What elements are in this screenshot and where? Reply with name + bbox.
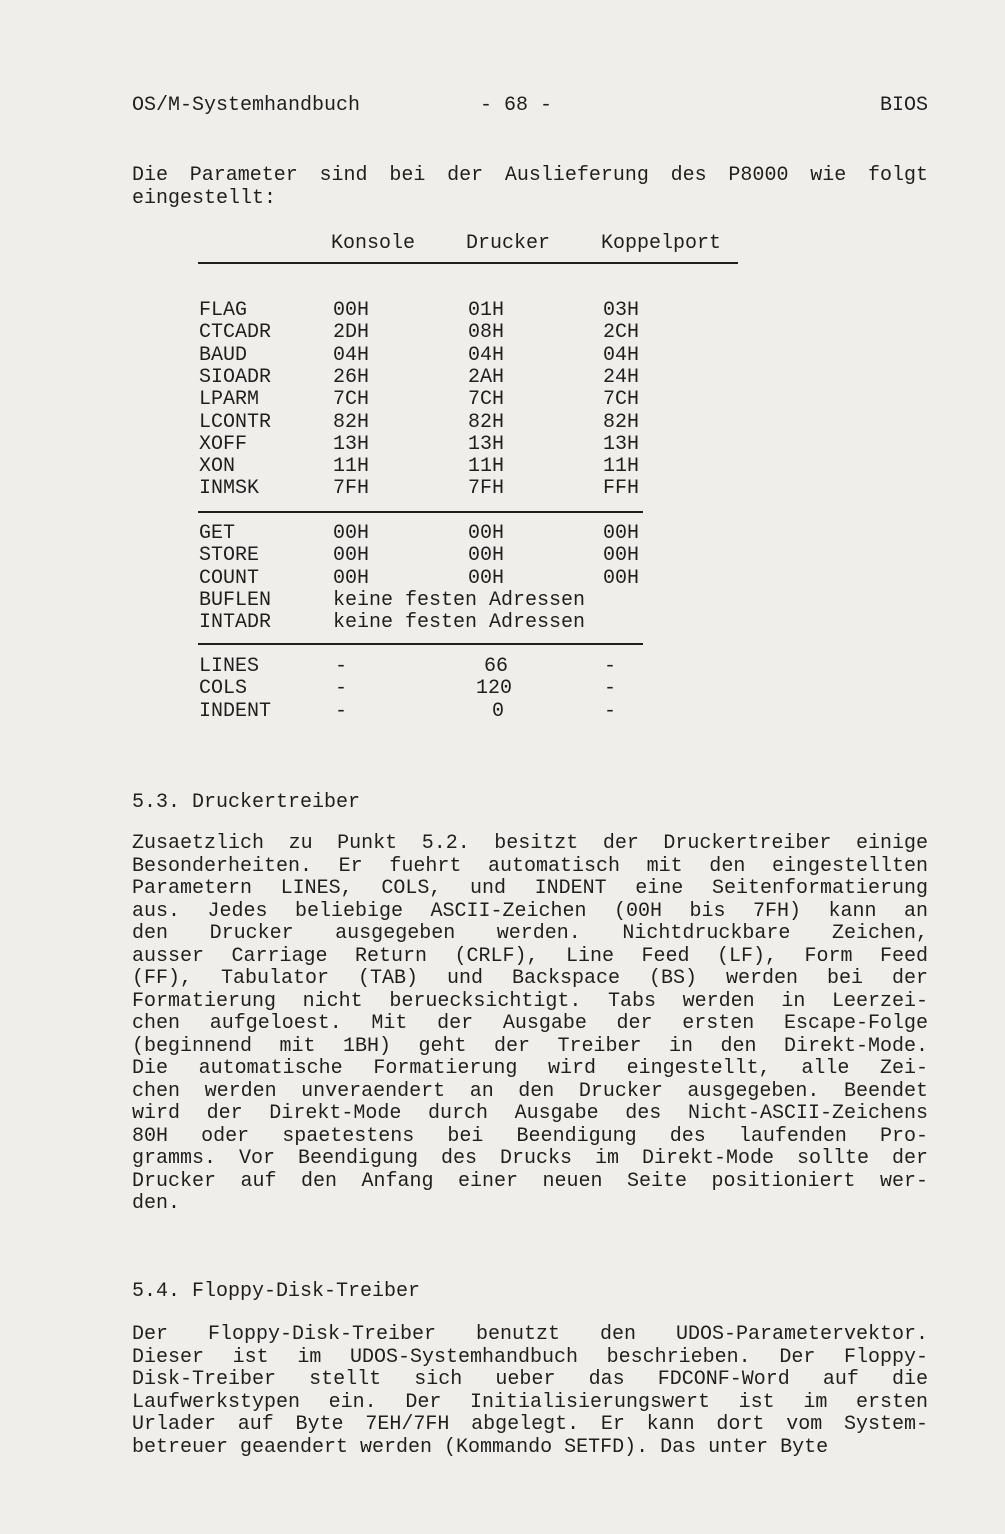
param-value-koppelport: - [604,699,617,723]
param-value-konsole: 11H [333,455,370,479]
paragraph-line: Drucker auf den Anfang einer neuen Seite positioniert wer- [132,1170,928,1193]
param-name: XOFF [199,432,248,456]
param-name: LCONTR [199,410,272,434]
param-value-konsole: - [335,699,348,723]
param-value-koppelport: 24H [603,365,640,389]
param-value-drucker: 00H [468,544,505,568]
param-name: COUNT [199,566,260,590]
param-value-konsole: 00H [333,522,370,545]
param-value-konsole: - [335,677,348,701]
paragraph-line: chen werden unveraendert an den Drucker ausgegeben. Beendet [132,1080,928,1103]
param-name: LPARM [199,388,260,412]
param-value-koppelport: - [604,677,617,701]
section-5-4-paragraph [132,1324,928,1459]
paragraph-line: den. [132,1193,181,1215]
table-divider-1 [198,511,643,513]
param-value-konsole: 82H [333,410,370,434]
param-value-koppelport: 7CH [603,388,640,412]
param-value-drucker: 08H [468,321,505,345]
param-value-drucker: 120 [476,677,513,701]
param-value-drucker: 00H [468,522,505,545]
paragraph-line: gramms. Vor Beendigung des Drucks im Direkt-Mode sollte der [132,1148,928,1170]
param-value-drucker: 0 [492,699,505,723]
param-name: BUFLEN [199,588,272,612]
table-header-rule [198,262,738,264]
param-name: CTCADR [199,321,272,345]
param-value-koppelport: 11H [603,455,640,479]
header-title: OS/M-Systemhandbuch [132,94,361,117]
param-value-drucker: 2AH [468,365,505,389]
param-value-drucker: 01H [468,299,505,322]
param-value-konsole: 00H [333,299,370,322]
paragraph-line: Parametern LINES, COLS, und INDENT eine Seitenformatierung [132,878,928,900]
paragraph-line: ausser Carriage Return (CRLF), Line Feed (LF), Form Feed [132,945,928,968]
paragraph-line: 80H oder spaetestens bei Beendigung des laufenden Pro- [132,1125,928,1148]
param-value-konsole: 7CH [333,388,370,412]
param-value-drucker: 66 [484,655,509,678]
paragraph-line: Formatierung nicht beruecksichtigt. Tabs werden in Leerzei- [132,990,928,1013]
param-value-drucker: 11H [468,455,505,479]
paragraph-line: Zusaetzlich zu Punkt 5.2. besitzt der Druckertreiber einige [132,833,928,855]
param-value-koppelport: 13H [603,432,640,456]
intadr-note: keine festen Adressen [333,611,586,635]
column-header-konsole: Konsole [331,232,416,255]
param-name: STORE [199,544,260,568]
paragraph-line: Der Floppy-Disk-Treiber benutzt den UDOS-Parametervektor. [132,1324,928,1346]
paragraph-line: Besonderheiten. Er fuehrt automatisch mit den eingestellten [132,855,928,878]
param-value-koppelport: 04H [603,343,640,367]
paragraph-line: Disk-Treiber stellt sich ueber das FDCONF-Word auf die [132,1369,928,1391]
paragraph-line: wird der Direkt-Mode durch Ausgabe des Nicht-ASCII-Zeichens [132,1103,928,1125]
param-value-konsole: 2DH [333,321,370,345]
param-value-drucker: 04H [468,343,505,367]
param-value-koppelport: 2CH [603,321,640,345]
param-name: XON [199,455,236,479]
section-5-4-title: 5.4. Floppy-Disk-Treiber [132,1280,421,1303]
param-value-konsole: 04H [333,343,370,367]
param-value-konsole: 00H [333,544,370,568]
buflen-note: keine festen Adressen [333,588,586,612]
paragraph-line: chen aufgeloest. Mit der Ausgabe der ersten Escape-Folge [132,1013,928,1035]
paragraph-line: (FF), Tabulator (TAB) und Backspace (BS) werden bei der [132,968,928,990]
param-value-drucker: 82H [468,410,505,434]
header-chapter: BIOS [879,94,928,117]
param-value-koppelport: FFH [603,477,640,501]
intro-line-1: Die Parameter sind bei der Auslieferung des P8000 wie folgt [132,164,928,187]
param-name: LINES [199,655,260,678]
column-header-koppelport: Koppelport [601,232,722,255]
param-name: INTADR [199,611,272,635]
param-value-konsole: 26H [333,365,370,389]
param-value-koppelport: 00H [603,544,640,568]
param-name: GET [199,522,236,545]
paragraph-line: aus. Jedes beliebige ASCII-Zeichen (00H bis 7FH) kann an [132,900,928,923]
paragraph-line: den Drucker ausgegeben werden. Nichtdruckbare Zeichen, [132,923,928,945]
section-5-3-paragraph [132,833,928,1216]
param-name: FLAG [199,299,248,322]
paragraph-line: Die automatische Formatierung wird eingestellt, alle Zei- [132,1058,928,1080]
paragraph-line: Dieser ist im UDOS-Systemhandbuch beschrieben. Der Floppy- [132,1346,928,1369]
param-value-koppelport: 82H [603,410,640,434]
param-name: INDENT [199,699,272,723]
section-5-3-title: 5.3. Druckertreiber [132,791,361,814]
param-value-koppelport: 00H [603,522,640,545]
column-header-drucker: Drucker [466,232,551,255]
param-value-koppelport: 00H [603,566,640,590]
param-value-drucker: 7FH [468,477,505,501]
param-value-konsole: 7FH [333,477,370,501]
paragraph-line: Laufwerkstypen ein. Der Initialisierungswert ist im ersten [132,1391,928,1414]
paragraph-line: (beginnend mit 1BH) geht der Treiber in den Direkt-Mode. [132,1035,928,1058]
page-header [132,94,928,120]
param-name: SIOADR [199,365,272,389]
paragraph-line: Urlader auf Byte 7EH/7FH abgelegt. Er kann dort vom System- [132,1414,928,1436]
param-value-konsole: 13H [333,432,370,456]
param-value-konsole: 00H [333,566,370,590]
param-value-koppelport: - [604,655,617,678]
page-number: - 68 - [480,94,553,117]
param-value-koppelport: 03H [603,299,640,322]
param-value-drucker: 00H [468,566,505,590]
param-name: COLS [199,677,248,701]
param-value-drucker: 7CH [468,388,505,412]
paragraph-line: betreuer geaendert werden (Kommando SETFD). Das unter Byte [132,1436,829,1459]
param-name: BAUD [199,343,248,367]
param-value-drucker: 13H [468,432,505,456]
table-divider-2 [198,643,643,645]
intro-line-2: eingestellt: [132,187,277,210]
param-name: INMSK [199,477,260,501]
param-value-konsole: - [335,655,348,678]
